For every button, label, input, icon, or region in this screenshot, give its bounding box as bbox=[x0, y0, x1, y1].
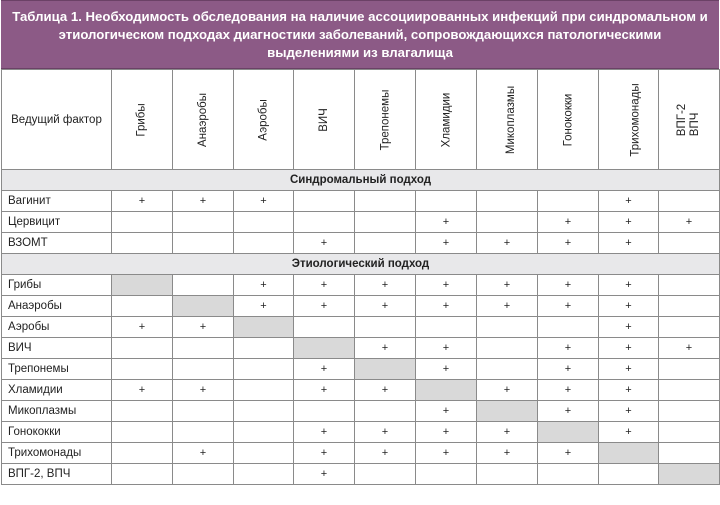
table-cell bbox=[477, 338, 538, 359]
table-cell bbox=[112, 296, 173, 317]
table-cell bbox=[659, 191, 720, 212]
table-cell bbox=[538, 317, 599, 338]
header-col-label: Трепонемы bbox=[379, 89, 392, 150]
table-cell: + bbox=[599, 233, 659, 254]
table-cell: + bbox=[294, 464, 355, 485]
table-cell: + bbox=[112, 191, 173, 212]
row-label: Аэробы bbox=[2, 317, 112, 338]
table-cell: + bbox=[599, 317, 659, 338]
table-cell bbox=[112, 422, 173, 443]
table-cell bbox=[659, 359, 720, 380]
table-cell: + bbox=[294, 359, 355, 380]
table-cell bbox=[659, 296, 720, 317]
row-label: Вагинит bbox=[2, 191, 112, 212]
section-row-etiologic bbox=[2, 254, 720, 275]
header-factor: Ведущий фактор bbox=[2, 70, 112, 170]
table-cell: + bbox=[355, 422, 416, 443]
table-cell bbox=[416, 464, 477, 485]
table-cell: + bbox=[477, 275, 538, 296]
table-cell: + bbox=[477, 380, 538, 401]
table-cell: + bbox=[294, 296, 355, 317]
row-label: Трихомонады bbox=[2, 443, 112, 464]
table-cell: + bbox=[355, 443, 416, 464]
table-cell bbox=[234, 338, 294, 359]
table-cell bbox=[355, 464, 416, 485]
table-cell bbox=[599, 464, 659, 485]
table-cell bbox=[294, 338, 355, 359]
table-cell bbox=[355, 401, 416, 422]
table-cell bbox=[416, 191, 477, 212]
table-cell bbox=[234, 359, 294, 380]
header-col-label: Гонококки bbox=[562, 93, 574, 146]
table-cell: + bbox=[599, 401, 659, 422]
table-cell: + bbox=[416, 212, 477, 233]
table-cell bbox=[173, 338, 234, 359]
header-col-trichomonas bbox=[599, 70, 659, 170]
header-col-fungi bbox=[112, 70, 173, 170]
table-cell: + bbox=[538, 296, 599, 317]
table-cell bbox=[112, 359, 173, 380]
header-col-label: Анаэробы bbox=[197, 92, 209, 147]
header-col-label: Трихомонады bbox=[629, 82, 642, 157]
table-cell: + bbox=[599, 191, 659, 212]
table-cell bbox=[538, 422, 599, 443]
table-cell bbox=[234, 212, 294, 233]
table-cell bbox=[112, 338, 173, 359]
row-label: Микоплазмы bbox=[2, 401, 112, 422]
table-cell bbox=[234, 422, 294, 443]
table-cell bbox=[234, 317, 294, 338]
table-cell bbox=[173, 212, 234, 233]
table-cell bbox=[112, 443, 173, 464]
table-cell: + bbox=[294, 443, 355, 464]
table-cell: + bbox=[416, 233, 477, 254]
table-cell bbox=[538, 464, 599, 485]
table-cell bbox=[659, 401, 720, 422]
table-cell bbox=[294, 212, 355, 233]
table-cell bbox=[234, 401, 294, 422]
table-cell bbox=[659, 233, 720, 254]
table-cell: + bbox=[477, 443, 538, 464]
table-cell bbox=[294, 317, 355, 338]
table-cell: + bbox=[173, 443, 234, 464]
table-cell: + bbox=[416, 443, 477, 464]
table-cell bbox=[173, 401, 234, 422]
table-cell: + bbox=[599, 275, 659, 296]
table-cell bbox=[173, 275, 234, 296]
header-col-label: Хламидии bbox=[439, 92, 452, 147]
table-cell bbox=[112, 233, 173, 254]
table-cell: + bbox=[234, 275, 294, 296]
table-row bbox=[2, 338, 720, 359]
table-cell: + bbox=[477, 296, 538, 317]
header-row bbox=[2, 70, 720, 170]
table-cell: + bbox=[538, 275, 599, 296]
row-label: ВИЧ bbox=[2, 338, 112, 359]
row-label: Гонококки bbox=[2, 422, 112, 443]
table-cell: + bbox=[355, 296, 416, 317]
table-row bbox=[2, 359, 720, 380]
table-cell bbox=[234, 464, 294, 485]
table-cell bbox=[599, 443, 659, 464]
table-cell: + bbox=[112, 380, 173, 401]
header-col-label: ВИЧ bbox=[317, 107, 330, 132]
table-row bbox=[2, 296, 720, 317]
table-cell: + bbox=[538, 401, 599, 422]
table-cell bbox=[659, 464, 720, 485]
header-col-label-line2: ВПЧ bbox=[688, 112, 701, 136]
table-cell: + bbox=[538, 212, 599, 233]
header-col-label: Аэробы bbox=[257, 98, 270, 141]
header-col-label: Микоплазмы bbox=[505, 85, 518, 154]
table-cell bbox=[355, 191, 416, 212]
table-cell bbox=[477, 359, 538, 380]
header-col-label bbox=[676, 103, 702, 135]
table-cell: + bbox=[355, 380, 416, 401]
table-cell bbox=[355, 212, 416, 233]
table-cell bbox=[355, 317, 416, 338]
table-row bbox=[2, 317, 720, 338]
row-label: Хламидии bbox=[2, 380, 112, 401]
table-cell bbox=[173, 233, 234, 254]
table-cell: + bbox=[294, 422, 355, 443]
table-cell bbox=[659, 422, 720, 443]
table-row bbox=[2, 422, 720, 443]
table-row bbox=[2, 443, 720, 464]
table-cell bbox=[112, 401, 173, 422]
table-cell bbox=[477, 317, 538, 338]
table-cell bbox=[173, 464, 234, 485]
row-label: ВПГ-2, ВПЧ bbox=[2, 464, 112, 485]
table-cell: + bbox=[599, 212, 659, 233]
table-cell: + bbox=[234, 296, 294, 317]
table-cell: + bbox=[416, 338, 477, 359]
header-col-aerobes bbox=[234, 70, 294, 170]
table-cell bbox=[416, 380, 477, 401]
table-cell: + bbox=[477, 422, 538, 443]
row-label: Цервицит bbox=[2, 212, 112, 233]
table-cell: + bbox=[173, 191, 234, 212]
table-cell bbox=[659, 317, 720, 338]
table-cell bbox=[477, 212, 538, 233]
table-row bbox=[2, 233, 720, 254]
table-cell bbox=[659, 380, 720, 401]
table-cell: + bbox=[659, 212, 720, 233]
row-label: Грибы bbox=[2, 275, 112, 296]
table-cell: + bbox=[294, 233, 355, 254]
table-cell: + bbox=[599, 380, 659, 401]
table-cell bbox=[355, 359, 416, 380]
table-cell: + bbox=[355, 275, 416, 296]
section-row-syndromic bbox=[2, 170, 720, 191]
table-cell bbox=[294, 191, 355, 212]
table-cell bbox=[173, 359, 234, 380]
table-cell bbox=[234, 443, 294, 464]
table-cell bbox=[659, 443, 720, 464]
table-cell bbox=[112, 275, 173, 296]
table-cell: + bbox=[538, 443, 599, 464]
table-cell: + bbox=[599, 422, 659, 443]
table-cell: + bbox=[173, 317, 234, 338]
table-cell: + bbox=[294, 380, 355, 401]
table-cell bbox=[477, 191, 538, 212]
row-label: Трепонемы bbox=[2, 359, 112, 380]
header-col-label: Грибы bbox=[135, 102, 148, 137]
table-cell bbox=[477, 401, 538, 422]
table-cell bbox=[234, 380, 294, 401]
table-cell: + bbox=[599, 338, 659, 359]
table-cell: + bbox=[173, 380, 234, 401]
table-cell bbox=[659, 275, 720, 296]
table-row bbox=[2, 275, 720, 296]
table-cell: + bbox=[538, 359, 599, 380]
table-cell: + bbox=[294, 275, 355, 296]
table-cell bbox=[173, 422, 234, 443]
header-col-treponema bbox=[355, 70, 416, 170]
table-cell: + bbox=[112, 317, 173, 338]
table-cell: + bbox=[599, 359, 659, 380]
table-cell: + bbox=[416, 401, 477, 422]
header-col-chlamydia bbox=[416, 70, 477, 170]
table-cell bbox=[355, 233, 416, 254]
row-label: Анаэробы bbox=[2, 296, 112, 317]
table-cell: + bbox=[538, 338, 599, 359]
header-col-anaerobes bbox=[173, 70, 234, 170]
table-cell bbox=[173, 296, 234, 317]
row-label: ВЗОМТ bbox=[2, 233, 112, 254]
table-row bbox=[2, 401, 720, 422]
table-title bbox=[1, 0, 719, 69]
table-row bbox=[2, 464, 720, 485]
header-col-label-line1: ВПГ-2 bbox=[675, 103, 688, 136]
table-cell: + bbox=[538, 380, 599, 401]
header-col-gonococcus bbox=[538, 70, 599, 170]
table-cell bbox=[294, 401, 355, 422]
table-cell bbox=[234, 233, 294, 254]
table-cell: + bbox=[416, 275, 477, 296]
table-cell: + bbox=[416, 359, 477, 380]
table-cell bbox=[112, 464, 173, 485]
infection-table bbox=[1, 69, 720, 485]
table-cell bbox=[538, 191, 599, 212]
table-cell: + bbox=[538, 233, 599, 254]
table-cell: + bbox=[234, 191, 294, 212]
table-body bbox=[2, 170, 720, 485]
table-cell: + bbox=[659, 338, 720, 359]
header-col-mycoplasma bbox=[477, 70, 538, 170]
table-row bbox=[2, 380, 720, 401]
table-cell: + bbox=[599, 296, 659, 317]
header-col-hsv-hpv bbox=[659, 70, 720, 170]
table-cell bbox=[416, 317, 477, 338]
table-cell bbox=[477, 464, 538, 485]
table-cell: + bbox=[416, 296, 477, 317]
section-title: Этиологический подход bbox=[2, 254, 720, 275]
table-title-text: Таблица 1. Необходимость обследования на наличие ассоциированных инфекций при синдромальном и этиологическом подходах диагностики заболеваний, сопровождающихся патологическими выделениями из влагалища bbox=[12, 9, 708, 60]
section-title: Синдромальный подход bbox=[2, 170, 720, 191]
table-cell: + bbox=[416, 422, 477, 443]
table-row bbox=[2, 191, 720, 212]
table-cell: + bbox=[477, 233, 538, 254]
table-cell bbox=[112, 212, 173, 233]
header-col-hiv bbox=[294, 70, 355, 170]
table-row bbox=[2, 212, 720, 233]
table-cell: + bbox=[355, 338, 416, 359]
